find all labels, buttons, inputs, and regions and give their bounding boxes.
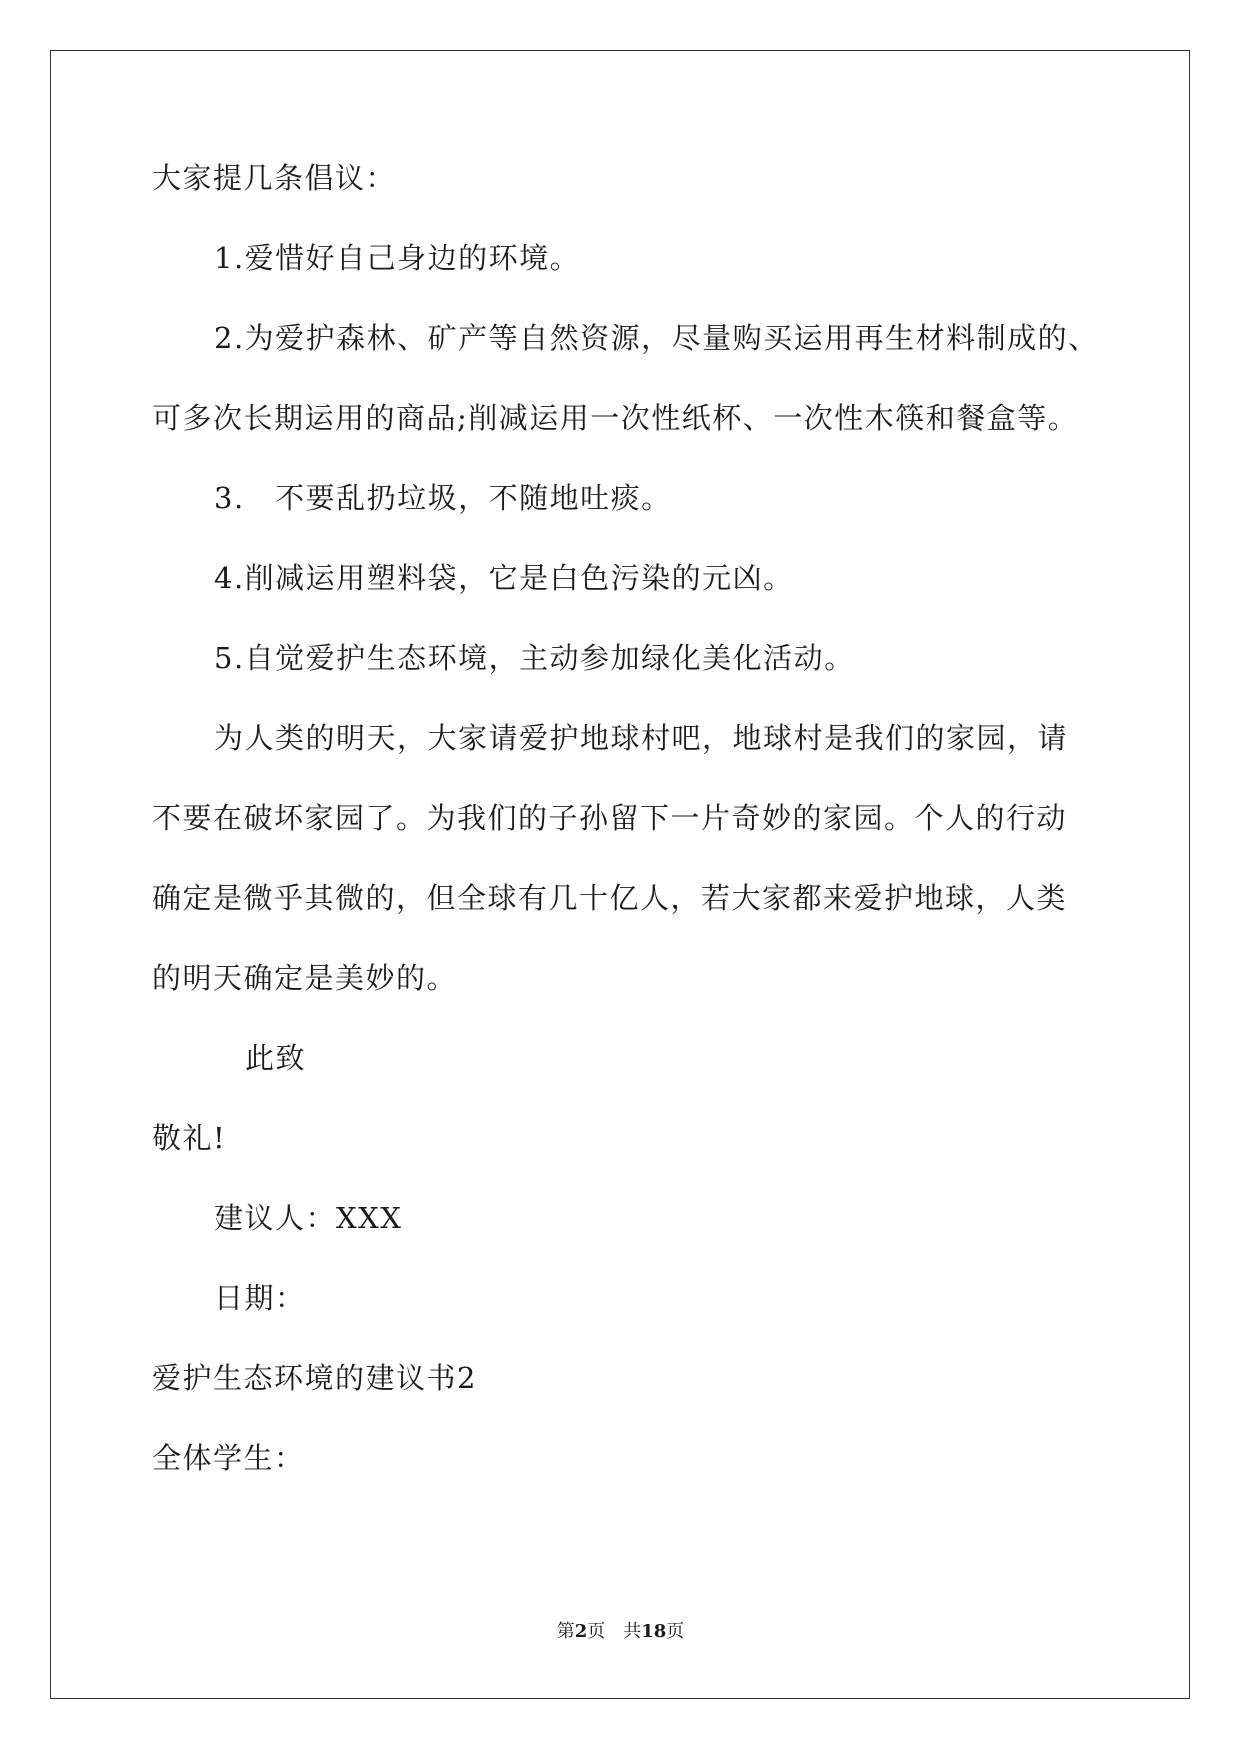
proposer-line: 建议人：XXX <box>214 1201 403 1235</box>
list-item-4: 4.削减运用塑料袋，它是白色污染的元凶。 <box>214 561 794 595</box>
section-title: 爱护生态环境的建议书2 <box>152 1361 477 1395</box>
text-line: 可多次长期运用的商品;削减运用一次性纸杯、一次性木筷和餐盒等。 <box>152 401 1079 435</box>
footer-total-pages: 18 <box>641 1621 667 1642</box>
page-footer <box>0 1620 1241 1644</box>
footer-middle: 页 共 <box>587 1621 642 1642</box>
list-item-3: 3. 不要乱扔垃圾，不随地吐痰。 <box>214 481 672 515</box>
footer-prefix: 第 <box>556 1621 575 1642</box>
paragraph-line: 确定是微乎其微的，但全球有几十亿人，若大家都来爱护地球，人类 <box>152 881 1068 915</box>
paragraph-line: 为人类的明天，大家请爱护地球村吧，地球村是我们的家园，请 <box>214 721 1069 755</box>
closing-salutation: 此致 <box>245 1041 307 1075</box>
text-line: 大家提几条倡议： <box>152 161 397 195</box>
closing-regards: 敬礼! <box>152 1121 227 1155</box>
list-item-2: 2.为爱护森林、矿产等自然资源，尽量购买运用再生材料制成的、 <box>214 321 1099 355</box>
paragraph-line: 的明天确定是美妙的。 <box>152 961 458 995</box>
list-item-5: 5.自觉爱护生态环境，主动参加绿化美化活动。 <box>214 641 855 675</box>
paragraph-line: 不要在破坏家园了。为我们的子孙留下一片奇妙的家园。个人的行动 <box>152 801 1068 835</box>
list-item-1: 1.爱惜好自己身边的环境。 <box>214 241 581 275</box>
addressee-line: 全体学生： <box>152 1441 305 1475</box>
date-line: 日期： <box>214 1281 306 1315</box>
footer-page-number: 2 <box>574 1621 588 1642</box>
footer-suffix: 页 <box>666 1621 685 1642</box>
